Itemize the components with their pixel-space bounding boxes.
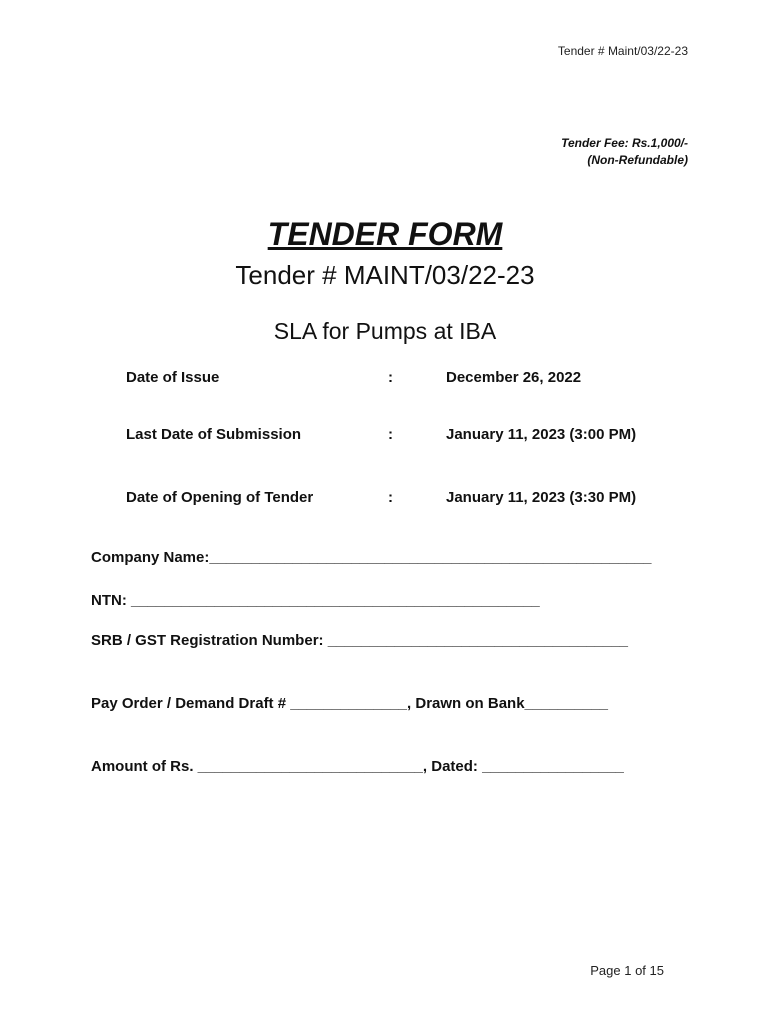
company-name-field[interactable]: Company Name:_____________________________________________________ — [91, 549, 652, 566]
date-separator: : — [388, 369, 393, 386]
tender-subject: SLA for Pumps at IBA — [273, 318, 497, 344]
date-label: Date of Issue — [126, 369, 220, 386]
page-number: Page 1 of 15 — [590, 963, 664, 978]
ntn-field[interactable]: NTN: _________________________________________________ — [91, 592, 540, 609]
header-tender-ref: Tender # Maint/03/22-23 — [557, 44, 688, 58]
pay-order-field[interactable]: Pay Order / Demand Draft # ______________, Drawn on Bank__________ — [91, 695, 608, 712]
date-value: January 11, 2023 (3:00 PM) — [446, 426, 637, 443]
tender-fee-amount: Tender Fee: Rs.1,000/- — [561, 136, 688, 150]
tender-fee — [561, 135, 688, 169]
date-separator: : — [388, 426, 393, 443]
amount-field[interactable]: Amount of Rs. ___________________________, Dated: _________________ — [91, 758, 624, 775]
tender-fee-note: (Non-Refundable) — [587, 153, 688, 167]
srb-gst-field[interactable]: SRB / GST Registration Number: ____________________________________ — [91, 632, 629, 649]
tender-number: Tender # MAINT/03/22-23 — [235, 260, 535, 290]
date-label: Date of Opening of Tender — [126, 489, 314, 506]
page-title: TENDER FORM — [267, 216, 503, 252]
date-value: January 11, 2023 (3:30 PM) — [446, 489, 637, 506]
date-separator: : — [388, 489, 393, 506]
date-value: December 26, 2022 — [446, 369, 582, 386]
date-label: Last Date of Submission — [126, 426, 302, 443]
